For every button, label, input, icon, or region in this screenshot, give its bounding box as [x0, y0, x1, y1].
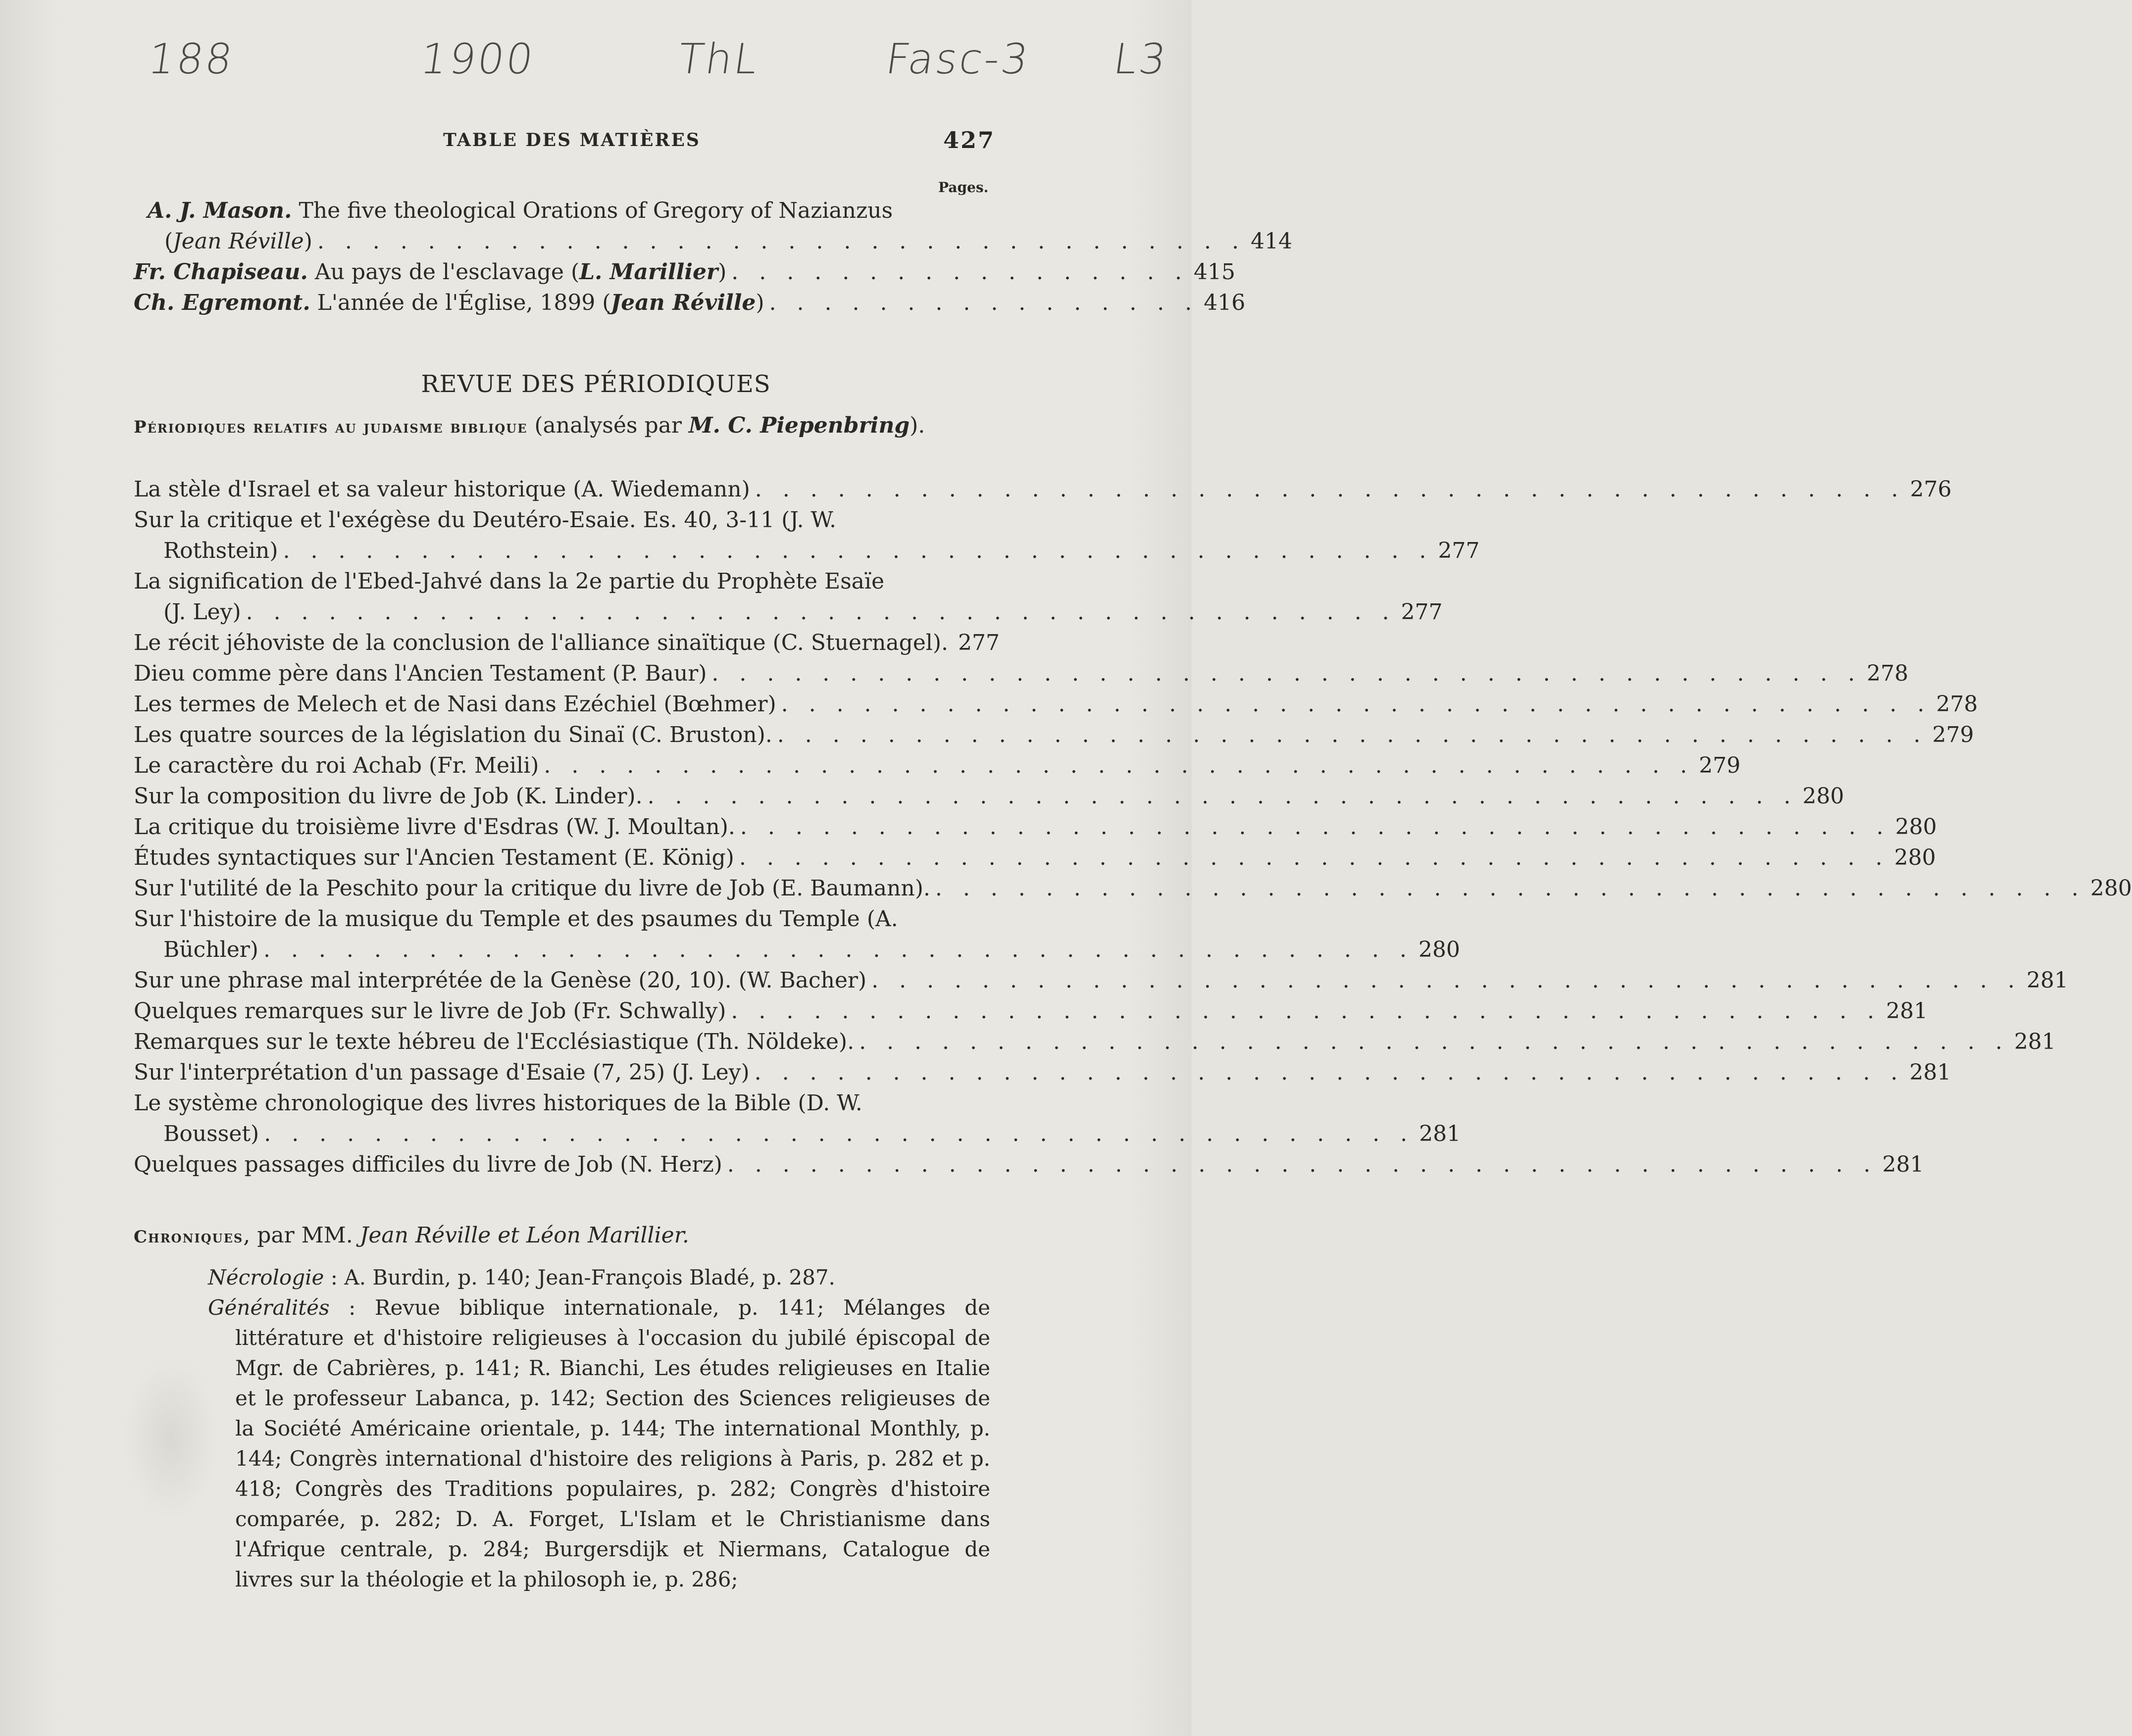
generalites-text: : Revue biblique internationale, p. 141; Mélanges de littérature et d'histoire religieuses à l'occasion du jubilé épiscopal de Mgr. de Cabrières, p. 141; R. Bianchi, Les études religieuses en Italie et le professeur Labanca, p. 142; Section des Sciences religieuses de la Société Américaine orientale, p. 144; The international Monthly, p. 144; Congrès international d'histoire des religions à Paris, p. 282 et p. 418; Congrès des Traditions populaires, p. 282; Congrès d'histoire comparée, p. 282; D. A. Forget, L'Islam et le Christianisme dans l'Afrique centrale, p. 284; Burgersdijk et Niermans, Catalogue de livres sur la théologie et la philosoph ie, p. 286; [235, 1295, 990, 1591]
leader-dots: . . . . . . . . . . . . . . . . . . . . . . . . . . . . . . . . . . . . . . . . . . [739, 845, 1889, 870]
entry-continuation: (J. Ley) [163, 599, 241, 625]
necrologie-text: : A. Burdin, p. 140; Jean-François Bladé, p. 287. [324, 1265, 835, 1290]
entry-page: 277 [1401, 599, 1443, 625]
entry-text: Sur l'utilité de la Peschito pour la critique du livre de Job (E. Baumann). [134, 876, 930, 901]
review-author: Ch. Egremont. [134, 290, 310, 315]
periodical-entry [134, 1057, 1951, 1088]
entry-text: Les quatre sources de la législation du Sinaï (C. Bruston). [134, 722, 772, 747]
periodical-entry [134, 658, 1909, 689]
chroniques-label: Chroniques [134, 1227, 244, 1247]
entry-text: La signification de l'Ebed-Jahvé dans la 2e partie du Prophète Esaïe [134, 569, 885, 594]
periodical-entry [134, 1088, 995, 1119]
entry-page: 281 [1419, 1121, 1461, 1146]
leader-dots: . . . . . . . . . . . . . . . . . . . . . . . . . . . . . . . . . . . . . . . . . . [711, 661, 1862, 686]
leader-dots: . . . . . . . . . . . . . . . . . . . . . . . . . . . . . . . . . . [317, 229, 1246, 254]
page-number: 427 [943, 127, 995, 153]
periodical-entry-continued [134, 597, 1443, 628]
annotation-fascicle: Fasc-3 [883, 35, 1033, 83]
periodical-entry [134, 781, 1844, 812]
generalites-label: Généralités [208, 1295, 330, 1320]
section-subtitle: Périodiques relatifs au judaisme biblique (analysés par M. C. Piepenbring). [134, 413, 925, 438]
periodical-entry [134, 505, 995, 536]
entry-text: Le récit jéhoviste de la conclusion de l'alliance sinaïtique (C. Stuernagel). [134, 630, 948, 655]
leader-dots: . . . . . . . . . . . . . . . . . . . . . . . . . . . . . . . . . . . . . . . . . . [727, 1152, 1878, 1177]
review-entry [134, 196, 995, 226]
periodical-entry [134, 996, 1928, 1027]
entry-text: Le système chronologique des livres historiques de la Bible (D. W. [134, 1091, 863, 1116]
page-title: TABLE DES MATIÈRES [443, 130, 701, 150]
entry-page: 278 [1936, 692, 1978, 717]
entry-text: Sur l'histoire de la musique du Temple et des psaumes du Temple (A. [134, 906, 898, 932]
necrologie-label: Nécrologie [208, 1265, 324, 1290]
entry-text: Remarques sur le texte hébreu de l'Ecclésiastique (Th. Nöldeke). [134, 1029, 855, 1054]
leader-dots: . . . . . . . . . . . . . . . . . . . . . . . . . . . . . . . . . . . . . . . . . . [246, 599, 1396, 625]
review-entry: Fr. Chapiseau. Au pays de l'esclavage (L. Marillier) . . . . . . . . . . . . . . . . . 415 [134, 257, 995, 288]
entry-page: 279 [1932, 722, 1974, 747]
pencil-annotations [0, 35, 1192, 99]
periodical-entry [134, 873, 2132, 904]
leader-dots: . . . . . . . . . . . . . . . . . . . . . . . . . . . . . . . . . . . . . . . . . . [731, 998, 1881, 1024]
entry-text: Études syntactiques sur l'Ancien Testament (E. König) [134, 845, 734, 870]
entry-text: Quelques remarques sur le livre de Job (Fr. Schwally) [134, 998, 726, 1024]
annotation-code: ThL [675, 35, 763, 83]
leader-dots: . . . . . . . . . . . . . . . . . . . . . . . . . . . . . . . . . . . . . . . . . . [263, 937, 1414, 962]
entry-page: 278 [1867, 661, 1909, 686]
leader-dots: . . . . . . . . . . . . . . . . . [731, 259, 1189, 285]
entry-text: Sur une phrase mal interprétée de la Genèse (20, 10). (W. Bacher) [134, 968, 867, 993]
entry-page: 280 [1894, 845, 1936, 870]
review-page: 415 [1193, 259, 1235, 285]
leader-dots: . . . . . . . . . . . . . . . . . . . . . . . . . . . . . . . . . . . . . . . . . . [647, 784, 1798, 809]
review-title: Au pays de l'esclavage ( [307, 259, 580, 285]
reviews-list [134, 196, 1292, 318]
entry-page: 281 [1886, 998, 1928, 1024]
periodical-entry [134, 628, 1000, 658]
entry-page: 277 [1438, 538, 1480, 563]
generalites-paragraph [208, 1292, 990, 1594]
review-entry: Ch. Egremont. L'année de l'Église, 1899 (Jean Réville) . . . . . . . . . . . . . . . . 416 [134, 288, 995, 318]
entry-page: 280 [1418, 937, 1460, 962]
chroniques-authors: Jean Réville et Léon Marillier. [359, 1223, 689, 1248]
entry-continuation: Bousset) [163, 1121, 259, 1146]
review-reviewer: L. Marillier [579, 259, 718, 285]
periodical-entry [134, 812, 1937, 843]
entry-text: La critique du troisième livre d'Esdras (W. J. Moultan). [134, 814, 735, 840]
leader-dots: . . . . . . . . . . . . . . . . . . . . . . . . . . . . . . . . . . . . . . . . . . [755, 477, 1905, 502]
review-title: The five theological Orations of Gregory of Nazianzus [292, 198, 893, 223]
periodical-entry [134, 965, 2068, 996]
periodical-entry-continued [134, 1119, 1461, 1149]
entry-page: 279 [1699, 753, 1741, 778]
entry-continuation: Büchler) [163, 937, 258, 962]
section-title: REVUE DES PÉRIODIQUES [421, 370, 771, 398]
entry-page: 276 [1910, 477, 1952, 502]
entry-page: 281 [2014, 1029, 2056, 1054]
review-title: L'année de l'Église, 1899 ( [310, 290, 611, 315]
entry-text: La stèle d'Israel et sa valeur historique (A. Wiedemann) [134, 477, 750, 502]
review-page: 416 [1204, 290, 1246, 315]
periodical-entry-continued [134, 536, 1480, 566]
entry-page: 281 [2026, 968, 2068, 993]
periodical-entry [134, 689, 1978, 720]
leader-dots: . . . . . . . . . . . . . . . . . . . . . . . . . . . . . . . . . . . . . . . . . . [264, 1121, 1415, 1146]
periodical-entry [134, 566, 995, 597]
subtitle-smallcaps: Périodiques relatifs au judaisme biblique [134, 417, 528, 437]
leader-dots: . . . . . . . . . . . . . . . . . . . . . . . . . . . . . . . . . . . . . . . . . . [859, 1029, 2009, 1054]
periodical-entry [134, 474, 1952, 505]
leader-dots: . . . . . . . . . . . . . . . . [769, 290, 1199, 315]
periodical-entry [134, 1149, 1924, 1180]
leader-dots: . . . . . . . . . . . . . . . . . . . . . . . . . . . . . . . . . . . . . . . . . . [544, 753, 1694, 778]
entry-page: 281 [1882, 1152, 1924, 1177]
periodical-entry [134, 720, 1974, 750]
periodical-entry [134, 904, 995, 935]
periodical-entry [134, 843, 1936, 873]
leader-dots: . . . . . . . . . . . . . . . . . . . . . . . . . . . . . . . . . . . . . . . . . . [777, 722, 1928, 747]
pages-column-label: Pages. [938, 179, 989, 196]
entry-text: Dieu comme père dans l'Ancien Testament (P. Baur) [134, 661, 707, 686]
running-header [134, 127, 995, 159]
entry-text: Sur l'interprétation d'un passage d'Esaie (7, 25) (J. Ley) [134, 1060, 750, 1085]
review-page: 414 [1250, 229, 1292, 254]
chroniques-heading: Chroniques, par MM. Jean Réville et Léon Marillier. [134, 1223, 689, 1248]
leader-dots: . . . . . . . . . . . . . . . . . . . . . . . . . . . . . . . . . . . . . . . . . . [871, 968, 2022, 993]
entry-text: Le caractère du roi Achab (Fr. Meili) [134, 753, 539, 778]
entry-text: Les termes de Melech et de Nasi dans Ezéchiel (Bœhmer) [134, 692, 776, 717]
leader-dots: . . . . . . . . . . . . . . . . . . . . . . . . . . . . . . . . . . . . . . . . . . [740, 814, 1890, 840]
entry-page: 280 [2090, 876, 2132, 901]
review-author: A. J. Mason. [147, 198, 292, 223]
periodical-entry-continued [134, 935, 1460, 965]
entry-page: 280 [1802, 784, 1844, 809]
periodicals-list [134, 474, 2132, 1180]
review-author: Fr. Chapiseau. [134, 259, 308, 285]
entry-page: 281 [1909, 1060, 1951, 1085]
entry-continuation: Rothstein) [163, 538, 278, 563]
review-reviewer: Jean Réville [610, 290, 756, 315]
annotation-number: 188 [145, 35, 238, 83]
leader-dots: . . . . . . . . . . . . . . . . . . . . . . . . . . . . . . . . . . . . . . . . . . [935, 876, 2085, 901]
review-reviewer: Jean Réville [173, 229, 304, 254]
periodical-entry [134, 1027, 2056, 1057]
annotation-shelf: L3 [1111, 35, 1171, 83]
entry-text: Quelques passages difficiles du livre de Job (N. Herz) [134, 1152, 722, 1177]
entry-text: Sur la composition du livre de Job (K. Linder). [134, 784, 643, 809]
leader-dots: . . . . . . . . . . . . . . . . . . . . . . . . . . . . . . . . . . . . . . . . . . [283, 538, 1433, 563]
leader-dots: . . . . . . . . . . . . . . . . . . . . . . . . . . . . . . . . . . . . . . . . . . [781, 692, 1931, 717]
entry-text: Sur la critique et l'exégèse du Deutéro-Esaie. Es. 40, 3-11 (J. W. [134, 507, 837, 533]
leader-dots: . . . . . . . . . . . . . . . . . . . . . . . . . . . . . . . . . . . . . . . . . . [754, 1060, 1905, 1085]
subtitle-author: M. C. Piepenbring [688, 413, 910, 438]
necrologie-paragraph [208, 1262, 990, 1292]
entry-page: 277 [958, 630, 1000, 655]
review-entry-continued: (Jean Réville) . . . . . . . . . . . . . . . . . . . . . . . . . . . . . . . . . . 414 [134, 226, 995, 257]
paper-stain [124, 1356, 218, 1520]
entry-page: 280 [1895, 814, 1937, 840]
annotation-year: 1900 [417, 35, 538, 83]
periodical-entry [134, 750, 1741, 781]
